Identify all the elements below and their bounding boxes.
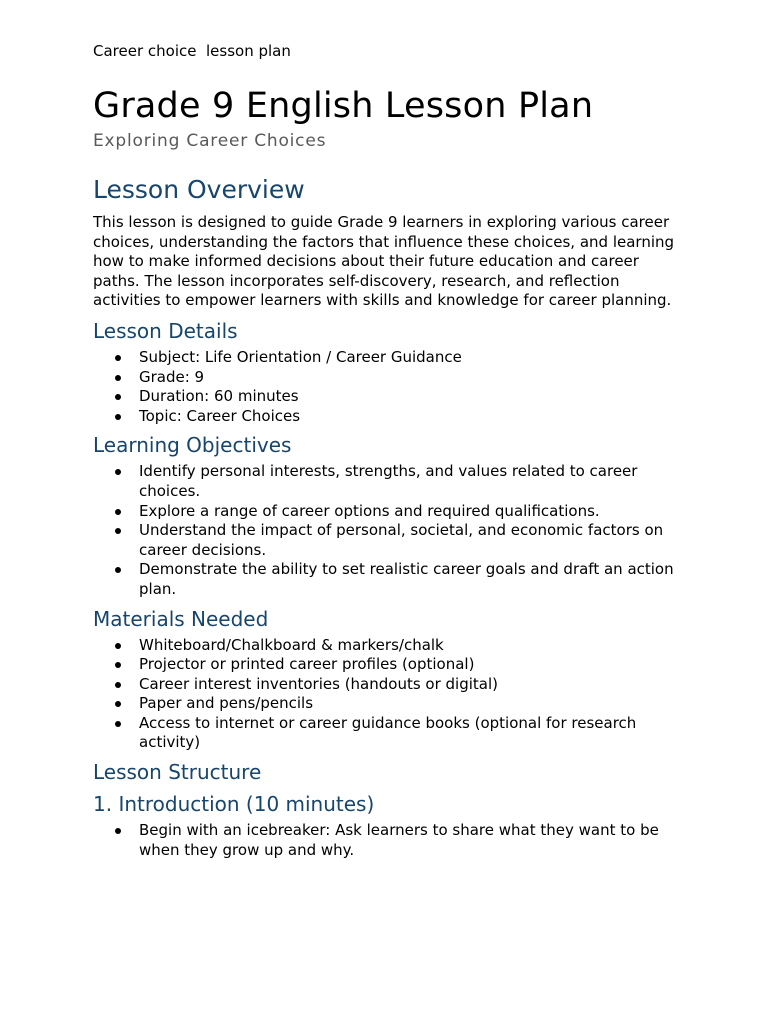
- list-item: Paper and pens/pencils: [93, 694, 683, 714]
- bullet-icon: [115, 567, 121, 573]
- list-item: Duration: 60 minutes: [93, 387, 683, 407]
- bullet-icon: [115, 414, 121, 420]
- objectives-heading: Learning Objectives: [93, 433, 292, 458]
- bullet-icon: [115, 375, 121, 381]
- introduction-list: [93, 821, 683, 860]
- list-item: Begin with an icebreaker: Ask learners to share what they want to be when they grow up and why.: [93, 821, 683, 860]
- objectives-list: [93, 462, 683, 599]
- page-subtitle: Exploring Career Choices: [93, 131, 327, 151]
- bullet-icon: [115, 528, 121, 534]
- materials-heading: Materials Needed: [93, 606, 269, 631]
- page-title: Grade 9 English Lesson Plan: [93, 86, 594, 126]
- structure-heading: Lesson Structure: [93, 760, 262, 785]
- materials-list: [93, 636, 683, 754]
- introduction-heading: 1. Introduction (10 minutes): [93, 792, 375, 817]
- overview-paragraph: This lesson is designed to guide Grade 9 learners in exploring various career choices, understanding the factors that influence these choices, and learning how to make informed decisions about their future education and career paths. The lesson incorporates self-discovery, research, and reflection activities to empower learners with skills and knowledge for career planning.: [93, 213, 675, 310]
- overview-heading: Lesson Overview: [93, 175, 305, 204]
- list-item: Whiteboard/Chalkboard & markers/chalk: [93, 636, 683, 656]
- running-header: Career choice lesson plan: [93, 42, 291, 60]
- list-item: Demonstrate the ability to set realistic career goals and draft an action plan.: [93, 560, 683, 599]
- list-item: Access to internet or career guidance books (optional for research activity): [93, 714, 683, 753]
- bullet-icon: [115, 721, 121, 727]
- list-item: Topic: Career Choices: [93, 407, 683, 427]
- bullet-icon: [115, 662, 121, 668]
- bullet-icon: [115, 828, 121, 834]
- list-item: Explore a range of career options and required qualifications.: [93, 502, 683, 522]
- details-heading: Lesson Details: [93, 318, 238, 343]
- bullet-icon: [115, 469, 121, 475]
- list-item: Grade: 9: [93, 368, 683, 388]
- bullet-icon: [115, 355, 121, 361]
- list-item: Career interest inventories (handouts or digital): [93, 675, 683, 695]
- bullet-icon: [115, 509, 121, 515]
- list-item: Understand the impact of personal, societal, and economic factors on career decisions.: [93, 521, 683, 560]
- document-body: [93, 174, 683, 866]
- list-item: Identify personal interests, strengths, and values related to career choices.: [93, 462, 683, 501]
- bullet-icon: [115, 394, 121, 400]
- list-item: Subject: Life Orientation / Career Guidance: [93, 348, 683, 368]
- list-item: Projector or printed career profiles (optional): [93, 655, 683, 675]
- bullet-icon: [115, 701, 121, 707]
- bullet-icon: [115, 643, 121, 649]
- bullet-icon: [115, 682, 121, 688]
- details-list: [93, 348, 683, 426]
